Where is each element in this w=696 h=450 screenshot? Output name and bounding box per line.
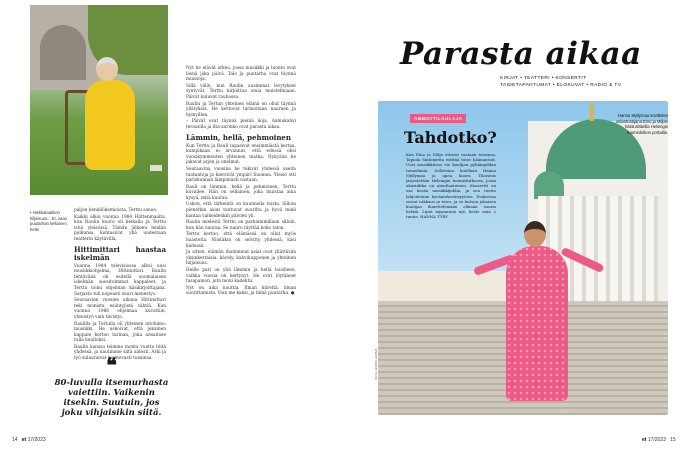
paragraph: Sillä välin, kun Raulin uusimmat levytykset syntyvät, Terttu kirjoittaa omia muistelmiaan. Päivät kuluvat rauhassa. <box>186 83 296 100</box>
paragraph: paljon henkilökemioista, Terttu sanoo. <box>74 208 158 213</box>
paragraph: Nyt on aika nauttia. Ilman kiirettä, ilman suorittamista. Vain me kaksi, ja tämä puutarha. ● <box>186 285 296 297</box>
photo-caption-right: Hanna Myllymaa sovittelee asiantuntijana Eino ja Miljan häitä alttarilla Helsingin tuomiokirkon portailla. <box>616 113 668 135</box>
paragraph: Seuraavien vuosien aikana Hittimittari teki monista esiintyjistä tähtiä. Kun vuonna 1986 ohjelmaa kuvattiin, yhteistyö vain tiivistyi. <box>74 298 166 320</box>
category-tag: AMMATTILAULAJA <box>410 114 466 123</box>
paragraph: – Päivät ovat täynnä pieniä iloja. Aamukahvi terassilla ja ilta-aurinko ovat parasta aikaa. <box>186 119 296 130</box>
paragraph: Ja sitten, elämän ihanimmat asiat ovat yllättävän yksinkertaisia: kävely, kahvikupponen ja yhteinen hiljaisuus. <box>186 250 296 267</box>
page-number-right: et 17/2023 15 <box>642 437 676 443</box>
section-headline: Parasta aikaa <box>400 36 642 72</box>
section-subheading: Lämmin, hellä, pehmoinen <box>186 132 291 142</box>
paragraph: Raulin ja Tertun yhteinen elämä on ollut täynnä yllätyksiä. He kertovat tarinoitaan nauraen ja hymyillen. <box>186 101 296 118</box>
article-column-2 <box>186 66 296 298</box>
paragraph: Seuraavina vuosina he tekivät yhdessä useita tuotantoja ja kiersivät ympäri Suomea. Yleisö otti pariskunnan lämpimästi vastaan. <box>186 166 296 184</box>
section-subheading: Hittimittari haastaa iskelmän <box>74 244 166 262</box>
paragraph: Heille pari on yhä lämmin ja hellä toisilleen, vaikka vuosia on kertynyt. He ovat löytäneet tasapainon, jota moni kadehtii. <box>186 268 296 285</box>
paragraph: Vuonna 1984 televisiossa alkoi uusi musiikkiohjelma, Hittimittari. Raulin tehtävänä oli esitellä suomalaisen iskelmän suosituimmat kappaleet, ja Terttu toimi ohjelman käsikirjoittajana. Sarjasta tuli nopeasti suuri menestys. <box>74 263 166 297</box>
paragraph: Kaikki alkoi vuonna 1984 Hiittenmaalta, kun Raulin kuoro oli keikalla ja Terttu istui yleisössä. Tämän jälkeen heidän polkunsa kohtasivat yhä uudestaan teatterin käytävillä. <box>74 214 166 242</box>
article-column-1 <box>74 208 166 363</box>
section-categories: KIRJAT • TEATTERI • KONSERTIT TAIDETAPAHTUMAT • ELOKUVAT • RADIO & TV <box>500 76 622 88</box>
photo-caption: • Hiekkalaatikon hiljaisuus... Ei, vaan puutarhan keltainen hetki <box>30 210 68 232</box>
article-title: Tahdotko? <box>404 128 497 147</box>
paragraph: Terttu kertoo, että elämässä on ollut myös haasteita. Niistäkin on selvitty yhdessä, käsi kädessä. <box>186 232 296 249</box>
photo-couple-garden <box>30 5 168 195</box>
page-number-left: 14 et 17/2023 <box>12 437 46 443</box>
photo-credit: KUVA HENRIK HÄRMÄ <box>374 348 378 380</box>
paragraph: Uskon, että tärkeintä on kuunnella toista. Silloin pienetkin asiat tuntuvat suurilta ja hyvä mieli kantaa vaikeidenkin päivien yli. <box>186 202 296 219</box>
paragraph: Nyt he elävät arkea, jossa musiikki ja luonto ovat läsnä joka päivä. Talo ja puutarha ovat täynnä muistoja. <box>186 66 296 83</box>
paragraph: Raulilla ja Tertulla oli yhteinen intohimo: musiikki. He uskoivat, että jokainen kappale kertoo tarinan, joka ansaitsee tulla kuulluksi. <box>74 321 166 344</box>
photo-singer-cathedral <box>378 101 668 415</box>
paragraph: Rauli on lämmin, hellä ja pehmoinen, Terttu kuvailee. Hän on sellainen, joka muistaa aina kysyä, mitä kuuluu. <box>186 184 296 201</box>
paragraph: Raulin mielestä Terttu on parhaimmillaan silloin, kun hän nauraa. Se nauru täyttää koko talon. <box>186 220 296 231</box>
paragraph: Raulin kanssa teimme monta vuotta töitä yhdessä, ja nautimme siitä aidosti. Arki ja työ sulautuivat luontevasti toisiinsa. <box>74 344 166 362</box>
pull-quote-text: 80-luvulla itsemurhasta vaiettiin. Vaikenin itsekin. Suutuin, jos joku vihjaisikin siitä. <box>54 378 169 418</box>
article-intro: Kun Eino ja Milja ottavat vastaan toisensa, Tapiola Sinfonietta esittää tutut häämarssit. Uusi musiikkiteos vie kuulijan pyhäinjuhlan tunnelmiin. Solisteina kuullaan Hanna Myllymaa ja upea kuoro. Tilaisuus järjestetään Helsingin tuomiokirkossa, jossa akustiikka on ainutlaatuinen. Konsertti on osa kesän musiikkijuhlia, ja sen tuotto lahjoitetaan hyväntekeväisyyteen. Teoksessa soivat rakkaus ja toivo, ja se kutsuu jokaisen kuulijan ihmettelemään elämän suuria hetkiä. Liput myynnissä nyt, kesto noin 2 tuntia. HANNA TYRY <box>406 152 496 220</box>
paragraph: Kun Terttu ja Rauli tapasivat ensimmäistä kertaa, kumpikaan ei arvannut, että edessä olisi vuosikymmenten yhteinen matka. Nykyään he jakavat arjen ja unelmat. <box>186 143 296 166</box>
quote-mark: ❝ <box>106 353 117 377</box>
